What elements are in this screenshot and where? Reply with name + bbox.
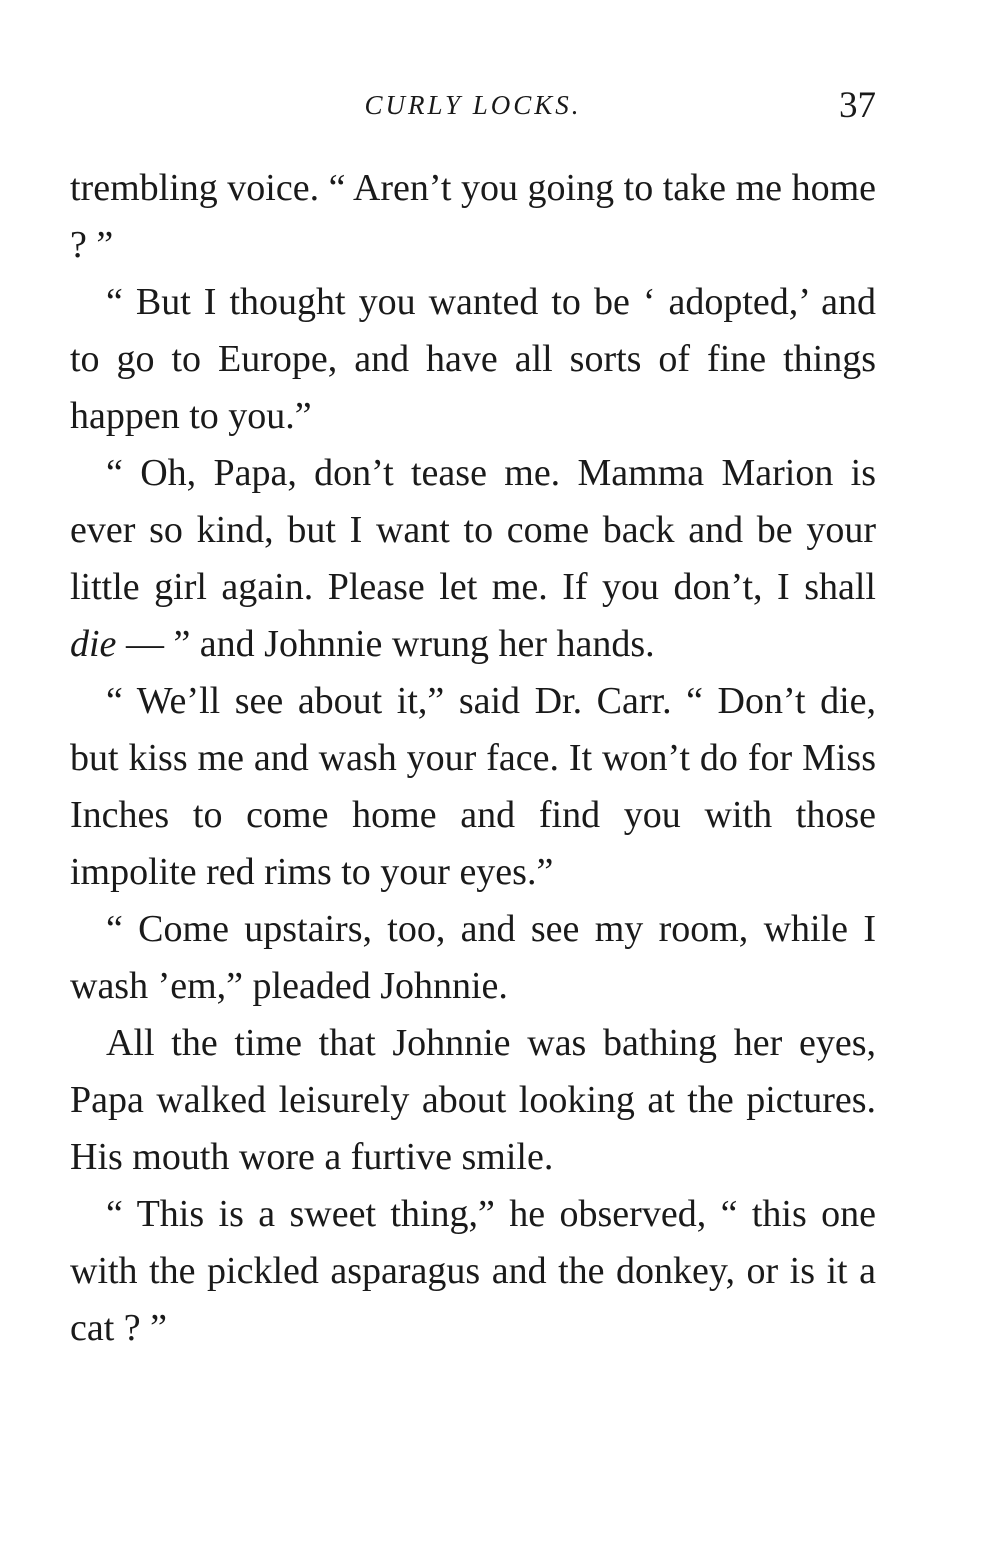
page-number: 37 [839, 85, 876, 126]
paragraph: All the time that Johnnie was bathing her eyes, Papa walked leisurely about looking at the pictures. His mouth wore a furtive smile. [70, 1022, 876, 1178]
paragraph-text: “ Oh, Papa, don’t tease me. Mamma Marion is ever so kind, but I want to come back and be your little girl again. Please let me. If you don’t, I shall [70, 452, 876, 608]
paragraph: “ This is a sweet thing,” he observed, “ this one with the pickled asparagus and the donkey, or is it a cat ? ” [70, 1193, 876, 1349]
paragraph: “ We’ll see about it,” said Dr. Carr. “ Don’t die, but kiss me and wash your face. It won’t do for Miss Inches to come home and find you with those impolite red rims to your eyes.” [70, 680, 876, 893]
paragraph: “ Come upstairs, too, and see my room, while I wash ’em,” pleaded Johnnie. [70, 908, 876, 1007]
paragraph: “ But I thought you wanted to be ‘ adopted,’ and to go to Europe, and have all sorts of fine things happen to you.” [70, 281, 876, 437]
running-title: CURLY LOCKS. [364, 90, 582, 120]
paragraph [70, 445, 876, 673]
running-head [70, 85, 876, 132]
paragraph: trembling voice. “ Aren’t you going to take me home ? ” [70, 167, 876, 266]
italic-word: die [70, 623, 117, 665]
paragraph-text: — ” and Johnnie wrung her hands. [116, 623, 655, 665]
body-text [70, 160, 876, 1357]
